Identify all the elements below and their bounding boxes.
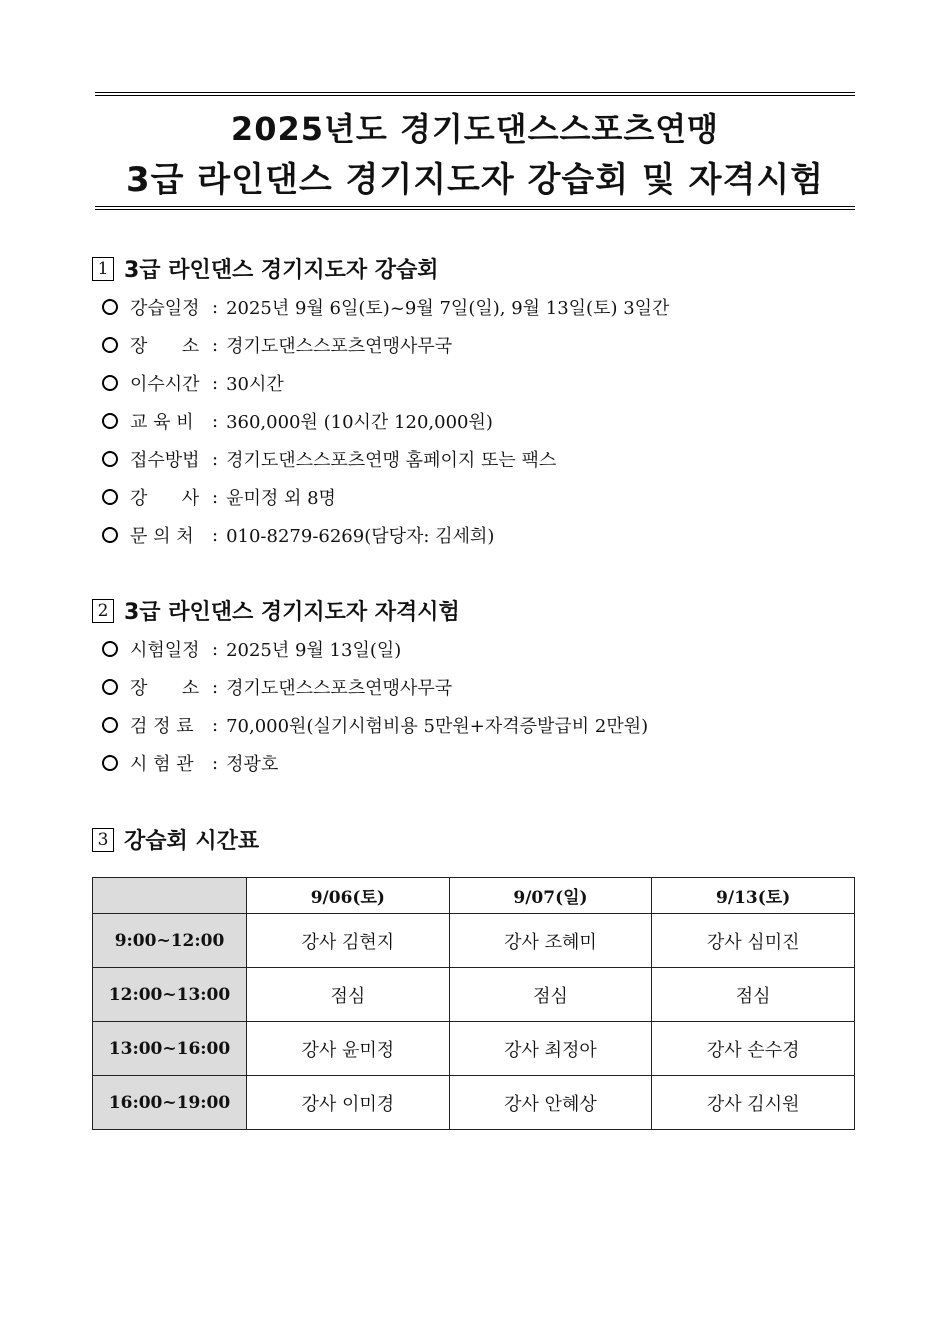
- circle-bullet-icon: [102, 337, 118, 353]
- schedule-table: [92, 877, 855, 1130]
- item-value: 010-8279-6269(담당자: 김세희): [226, 526, 495, 547]
- section1-title: 3급 라인댄스 경기지도자 강습회: [124, 258, 439, 283]
- section1-item: 이수시간 : 30시간: [102, 370, 284, 396]
- table-cell: 강사 안혜상: [449, 1076, 652, 1130]
- section2-title: 3급 라인댄스 경기지도자 자격시험: [124, 600, 460, 625]
- item-label: 강습일정: [130, 298, 200, 319]
- table-corner-cell: [93, 878, 247, 914]
- item-label: 교 육 비: [130, 412, 194, 433]
- title-line-1: 2025년도 경기도댄스스포츠연맹: [230, 110, 720, 148]
- table-cell: 강사 이미경: [247, 1076, 450, 1130]
- table-cell: 강사 윤미정: [247, 1022, 450, 1076]
- item-label: 이수시간: [130, 374, 200, 395]
- time-cell: 16:00~19:00: [93, 1076, 247, 1130]
- circle-bullet-icon: [102, 375, 118, 391]
- section2-item: 장 소 : 경기도댄스스포츠연맹사무국: [102, 674, 452, 700]
- section1-item: 교 육 비 : 360,000원 (10시간 120,000원): [102, 408, 493, 434]
- section2-number: 2: [92, 599, 114, 623]
- item-label: 장 소: [130, 678, 200, 699]
- circle-bullet-icon: [102, 451, 118, 467]
- section1-item: 장 소 : 경기도댄스스포츠연맹사무국: [102, 332, 452, 358]
- table-row: [93, 1076, 855, 1130]
- section3-heading: [92, 824, 259, 855]
- section3-title: 강습회 시간표: [124, 829, 260, 854]
- table-row: [93, 1022, 855, 1076]
- item-value: 경기도댄스스포츠연맹사무국: [226, 336, 453, 357]
- circle-bullet-icon: [102, 679, 118, 695]
- time-cell: 9:00~12:00: [93, 914, 247, 968]
- circle-bullet-icon: [102, 641, 118, 657]
- circle-bullet-icon: [102, 717, 118, 733]
- column-header: 9/07(일): [449, 878, 652, 914]
- section1-number: 1: [92, 257, 114, 281]
- section1-item: 강습일정 : 2025년 9월 6일(토)~9월 7일(일), 9월 13일(토) 3일간: [102, 294, 669, 320]
- item-value: 30시간: [226, 374, 284, 395]
- section1-heading: [92, 253, 439, 284]
- item-value: 경기도댄스스포츠연맹 홈페이지 또는 팩스: [226, 450, 557, 471]
- table-cell: 점심: [449, 968, 652, 1022]
- circle-bullet-icon: [102, 755, 118, 771]
- section2-item: 시 험 관 : 정광호: [102, 750, 278, 776]
- table-row: [93, 914, 855, 968]
- table-row: [93, 968, 855, 1022]
- item-value: 정광호: [226, 754, 279, 775]
- section2-item: 검 정 료 : 70,000원(실기시험비용 5만원+자격증발급비 2만원): [102, 712, 648, 738]
- circle-bullet-icon: [102, 413, 118, 429]
- section1-item: 문 의 처 : 010-8279-6269(담당자: 김세희): [102, 522, 494, 548]
- item-label: 강 사: [130, 488, 200, 509]
- table-cell: 강사 조혜미: [449, 914, 652, 968]
- column-header: 9/13(토): [652, 878, 855, 914]
- item-value: 2025년 9월 6일(토)~9월 7일(일), 9월 13일(토) 3일간: [226, 298, 670, 319]
- item-value: 360,000원 (10시간 120,000원): [226, 412, 493, 433]
- item-value: 윤미정 외 8명: [226, 488, 336, 509]
- time-cell: 12:00~13:00: [93, 968, 247, 1022]
- table-cell: 강사 최정아: [449, 1022, 652, 1076]
- item-label: 시 험 관: [130, 754, 194, 775]
- circle-bullet-icon: [102, 527, 118, 543]
- item-label: 검 정 료: [130, 716, 194, 737]
- circle-bullet-icon: [102, 299, 118, 315]
- item-label: 문 의 처: [130, 526, 194, 547]
- item-value: 70,000원(실기시험비용 5만원+자격증발급비 2만원): [226, 716, 649, 737]
- section1-item: 강 사 : 윤미정 외 8명: [102, 484, 336, 510]
- item-label: 장 소: [130, 336, 200, 357]
- table-cell: 강사 손수경: [652, 1022, 855, 1076]
- table-cell: 강사 심미진: [652, 914, 855, 968]
- section3-number: 3: [92, 828, 114, 852]
- title-line-2: 3급 라인댄스 경기지도자 강습회 및 자격시험: [125, 160, 825, 200]
- item-value: 2025년 9월 13일(일): [226, 640, 402, 661]
- table-cell: 점심: [247, 968, 450, 1022]
- section2-heading: [92, 595, 460, 626]
- circle-bullet-icon: [102, 489, 118, 505]
- section1-item: 접수방법 : 경기도댄스스포츠연맹 홈페이지 또는 팩스: [102, 446, 556, 472]
- item-label: 접수방법: [130, 450, 200, 471]
- item-label: 시험일정: [130, 640, 200, 661]
- section2-item: 시험일정 : 2025년 9월 13일(일): [102, 636, 401, 662]
- item-value: 경기도댄스스포츠연맹사무국: [226, 678, 453, 699]
- table-header-row: [93, 878, 855, 914]
- table-cell: 점심: [652, 968, 855, 1022]
- time-cell: 13:00~16:00: [93, 1022, 247, 1076]
- table-cell: 강사 김시원: [652, 1076, 855, 1130]
- column-header: 9/06(토): [247, 878, 450, 914]
- table-cell: 강사 김현지: [247, 914, 450, 968]
- title-box: [95, 92, 855, 210]
